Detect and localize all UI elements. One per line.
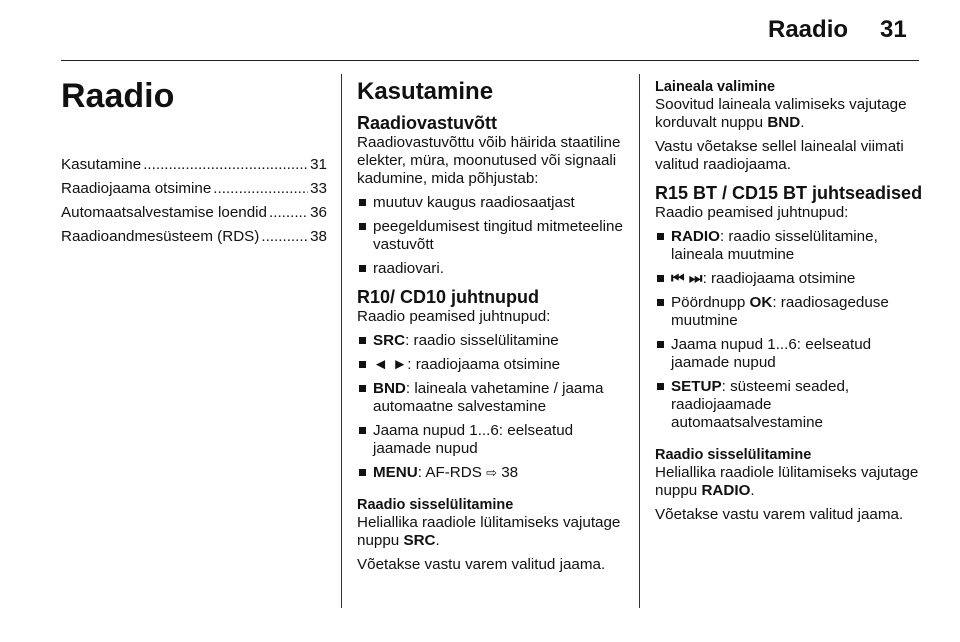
key-label: OK (749, 294, 773, 311)
seek-keys-icon: ⏮ ⏭ (671, 270, 703, 287)
paragraph: Soovitud laineala valimiseks vajutage korduvalt nuppu BND. (655, 96, 907, 131)
toc-entry[interactable] (61, 156, 327, 174)
table-of-contents (61, 156, 327, 246)
toc-column (61, 72, 327, 252)
key-label: RADIO (671, 228, 720, 245)
paragraph: Heliallika raadiole lülitamiseks vajutage nuppu RADIO. (655, 464, 919, 499)
subsection-heading: Raadio sisselülitamine (655, 447, 812, 463)
paragraph: Raadiovastuvõttu võib häirida staatiline elekter, müra, moonutused või signaali kadumine, mida põhjustab: (357, 134, 621, 187)
toc-entry-page: 36 (310, 204, 327, 221)
key-label: MENU (373, 464, 418, 481)
list-item: ◄ ►: raadiojaama otsimine (357, 356, 625, 374)
paragraph: Võetakse vastu varem valitud jaama. (655, 506, 904, 523)
content-column-2 (357, 72, 625, 580)
list-item: muutuv kaugus raadiosaatjast (357, 194, 625, 212)
toc-entry-text: Raadiojaama otsimine (61, 180, 212, 197)
toc-entry-page: 31 (310, 156, 327, 173)
subsection-heading: Raadiovastuvõtt (357, 113, 498, 133)
section-heading: Kasutamine (357, 78, 494, 105)
column-divider-2 (639, 74, 640, 608)
list-item: raadiovari. (357, 260, 625, 278)
list-item: SRC: raadio sisselülitamine (357, 332, 625, 350)
list-item: RADIO: raadio sisselülitamine, laineala muutmine (655, 228, 925, 264)
list-item: peegeldumisest tingitud mitmeteeline vastuvõtt (357, 218, 625, 254)
column-divider-1 (341, 74, 342, 608)
list-item: SETUP: süsteemi seaded, raadiojaamade automaatsalvestamine (655, 378, 925, 432)
toc-entry-text: Raadioandmesüsteem (RDS) (61, 228, 260, 245)
list-item: BND: laineala vahetamine / jaama automaatne salvestamine (357, 380, 625, 416)
running-header-title: Raadio (768, 16, 849, 43)
key-label: RADIO (701, 482, 751, 499)
toc-entry[interactable] (61, 228, 327, 246)
toc-entry-page: 38 (310, 228, 327, 245)
key-label: SETUP (671, 378, 722, 395)
subsection-heading: Laineala valimine (655, 79, 776, 95)
arrow-keys-icon: ◄ ► (373, 356, 408, 373)
page-ref[interactable]: 38 (501, 464, 519, 481)
bullet-list (357, 194, 625, 278)
paragraph: Raadio peamised juhtnupud: (357, 308, 551, 325)
toc-entry-text: Automaatsalvestamise loendid (61, 204, 267, 221)
key-label: BND (373, 380, 406, 397)
toc-entry[interactable] (61, 180, 327, 198)
list-item: MENU: AF-RDS ⇨ 38 (357, 464, 625, 482)
list-item: Pöördnupp OK: raadiosageduse muutmine (655, 294, 925, 330)
list-item: Jaama nupud 1...6: eelseatud jaamade nupud (357, 422, 625, 458)
page-ref-icon: ⇨ (486, 465, 497, 480)
paragraph: Raadio peamised juhtnupud: (655, 204, 849, 221)
bullet-list (357, 332, 625, 482)
toc-entry[interactable] (61, 204, 327, 222)
key-label: SRC (373, 332, 406, 349)
subsection-heading: Raadio sisselülitamine (357, 497, 514, 513)
key-label: BND (767, 114, 801, 131)
paragraph: Võetakse vastu varem valitud jaama. (357, 556, 606, 573)
header-rule (61, 60, 919, 61)
list-item: Jaama nupud 1...6: eelseatud jaamade nupud (655, 336, 925, 372)
content-column-3 (655, 72, 925, 530)
paragraph: Vastu võetakse sellel lainealal viimati valitud raadiojaama. (655, 138, 904, 173)
subsection-heading: R10/ CD10 juhtnupud (357, 287, 540, 307)
list-item: ⏮ ⏭: raadiojaama otsimine (655, 270, 925, 288)
paragraph: Heliallika raadiole lülitamiseks vajutage nuppu SRC. (357, 514, 621, 549)
key-label: SRC (403, 532, 436, 549)
toc-entry-page: 33 (310, 180, 327, 197)
chapter-title: Raadio (61, 77, 175, 115)
page-number: 31 (880, 16, 907, 43)
bullet-list (655, 228, 925, 432)
subsection-heading: R15 BT / CD15 BT juhtseadised (655, 183, 923, 203)
toc-entry-text: Kasutamine (61, 156, 142, 173)
